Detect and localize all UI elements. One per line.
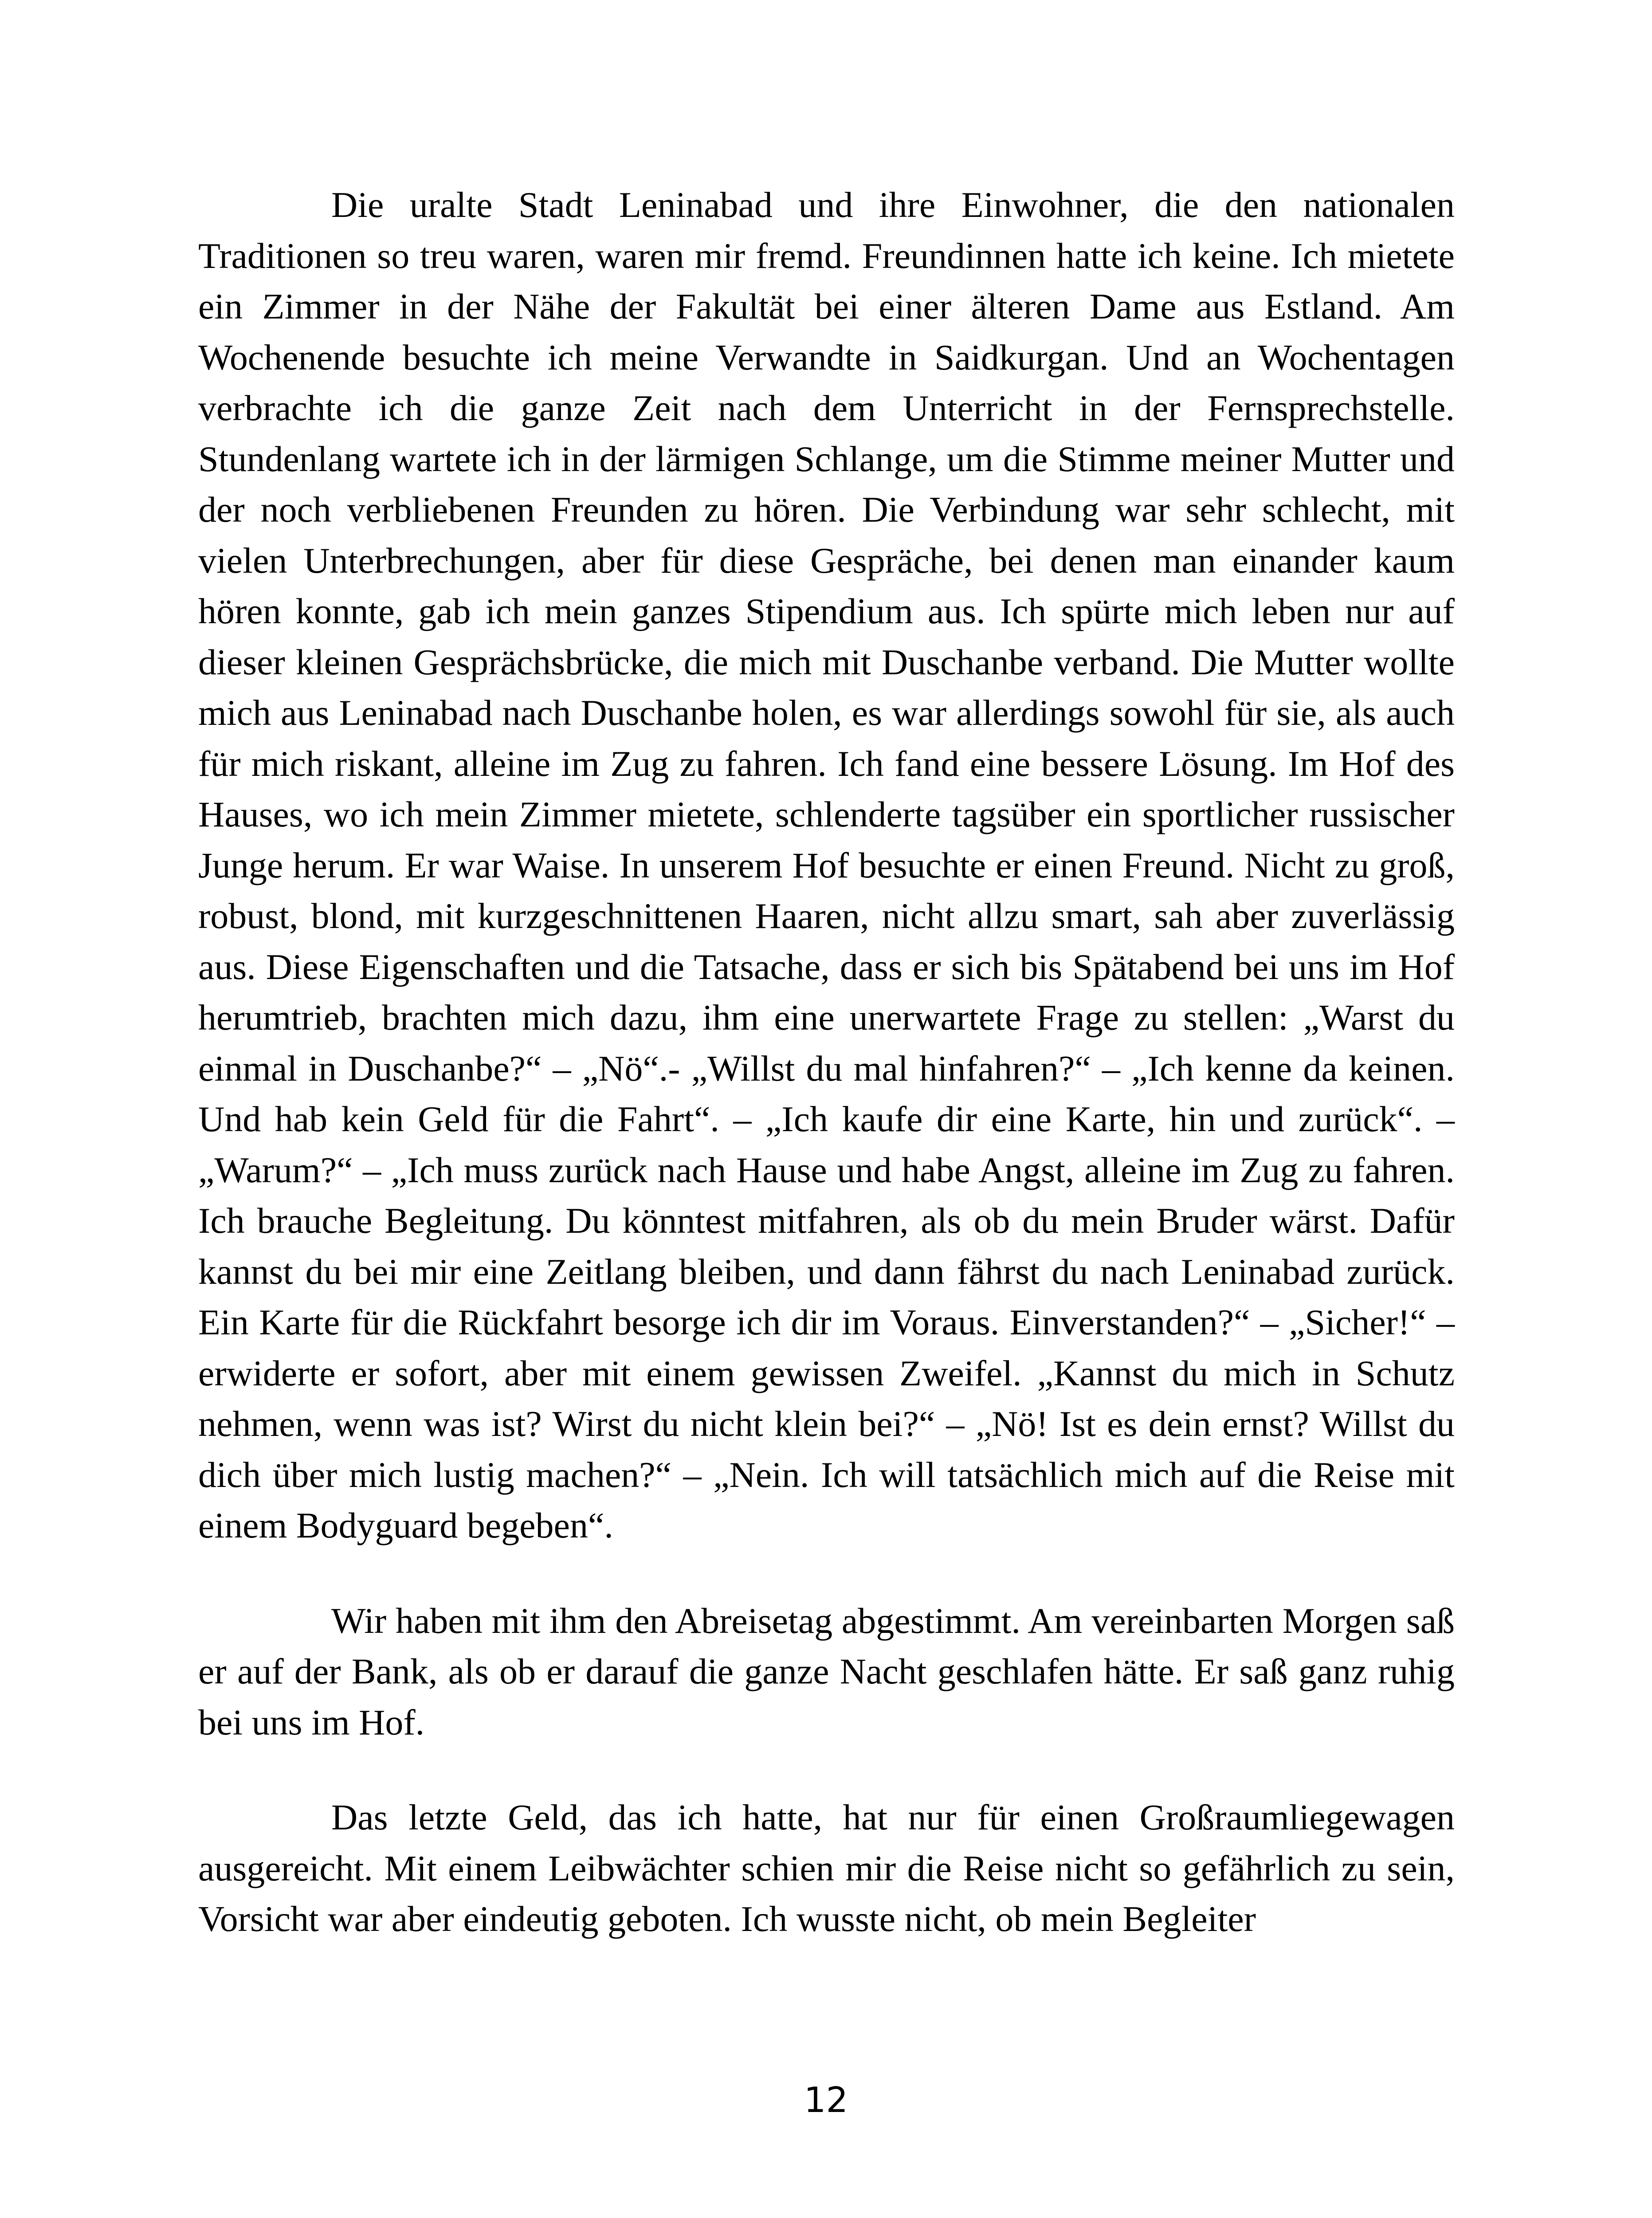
page-body	[198, 180, 1455, 1945]
paragraph-1: Die uralte Stadt Leninabad und ihre Einwohner, die den nationalen Traditionen so treu waren, waren mir fremd. Freundinnen hatte ich keine. Ich mietete ein Zimmer in der Nähe der Fakultät bei einer älteren Dame aus Estland. Am Wochenende besuchte ich meine Verwandte in Saidkurgan. Und an Wochentagen verbrachte ich die ganze Zeit nach dem Unterricht in der Fernsprechstelle. Stundenlang wartete ich in der lärmigen Schlange, um die Stimme meiner Mutter und der noch verbliebenen Freunden zu hören. Die Verbindung war sehr schlecht, mit vielen Unterbrechungen, aber für diese Gespräche, bei denen man einander kaum hören konnte, gab ich mein ganzes Stipendium aus. Ich spürte mich leben nur auf dieser kleinen Gesprächsbrücke, die mich mit Duschanbe verband. Die Mutter wollte mich aus Leninabad nach Duschanbe holen, es war allerdings sowohl für sie, als auch für mich riskant, alleine im Zug zu fahren. Ich fand eine bessere Lösung. Im Hof des Hauses, wo ich mein Zimmer mietete, schlenderte tagsüber ein sportlicher russischer Junge herum. Er war Waise. In unserem Hof besuchte er einen Freund. Nicht zu groß, robust, blond, mit kurzgeschnittenen Haaren, nicht allzu smart, sah aber zuverlässig aus. Diese Eigenschaften und die Tatsache, dass er sich bis Spätabend bei uns im Hof herumtrieb, brachten mich dazu, ihm eine unerwartete Frage zu stellen: „Warst du einmal in Duschanbe?“ – „Nö“.- „Willst du mal hinfahren?“ – „Ich kenne da keinen. Und hab kein Geld für die Fahrt“. – „Ich kaufe dir eine Karte, hin und zurück“. – „Warum?“ – „Ich muss zurück nach Hause und habe Angst, alleine im Zug zu fahren. Ich brauche Begleitung. Du könntest mitfahren, als ob du mein Bruder wärst. Dafür kannst du bei mir eine Zeitlang bleiben, und dann fährst du nach Leninabad zurück. Ein Karte für die Rückfahrt besorge ich dir im Voraus. Einverstanden?“ – „Sicher!“ – erwiderte er sofort, aber mit einem gewissen Zweifel. „Kannst du mich in Schutz nehmen, wenn was ist? Wirst du nicht klein bei?“ – „Nö! Ist es dein ernst? Willst du dich über mich lustig machen?“ – „Nein. Ich will tatsächlich mich auf die Reise mit einem Bodyguard begeben“.	[198, 185, 1455, 1546]
paragraph-2: Wir haben mit ihm den Abreisetag abgestimmt. Am vereinbarten Morgen saß er auf der Bank, als ob er darauf die ganze Nacht geschlafen hätte. Er saß ganz ruhig bei uns im Hof.	[198, 1600, 1455, 1742]
paragraph-3: Das letzte Geld, das ich hatte, hat nur für einen Großraumliegewagen ausgereicht. Mit einem Leibwächter schien mir die Reise nicht so gefährlich zu sein, Vorsicht war aber eindeutig geboten. Ich wusste nicht, ob mein Begleiter	[198, 1797, 1455, 1939]
page-number: 12	[804, 2080, 848, 2120]
